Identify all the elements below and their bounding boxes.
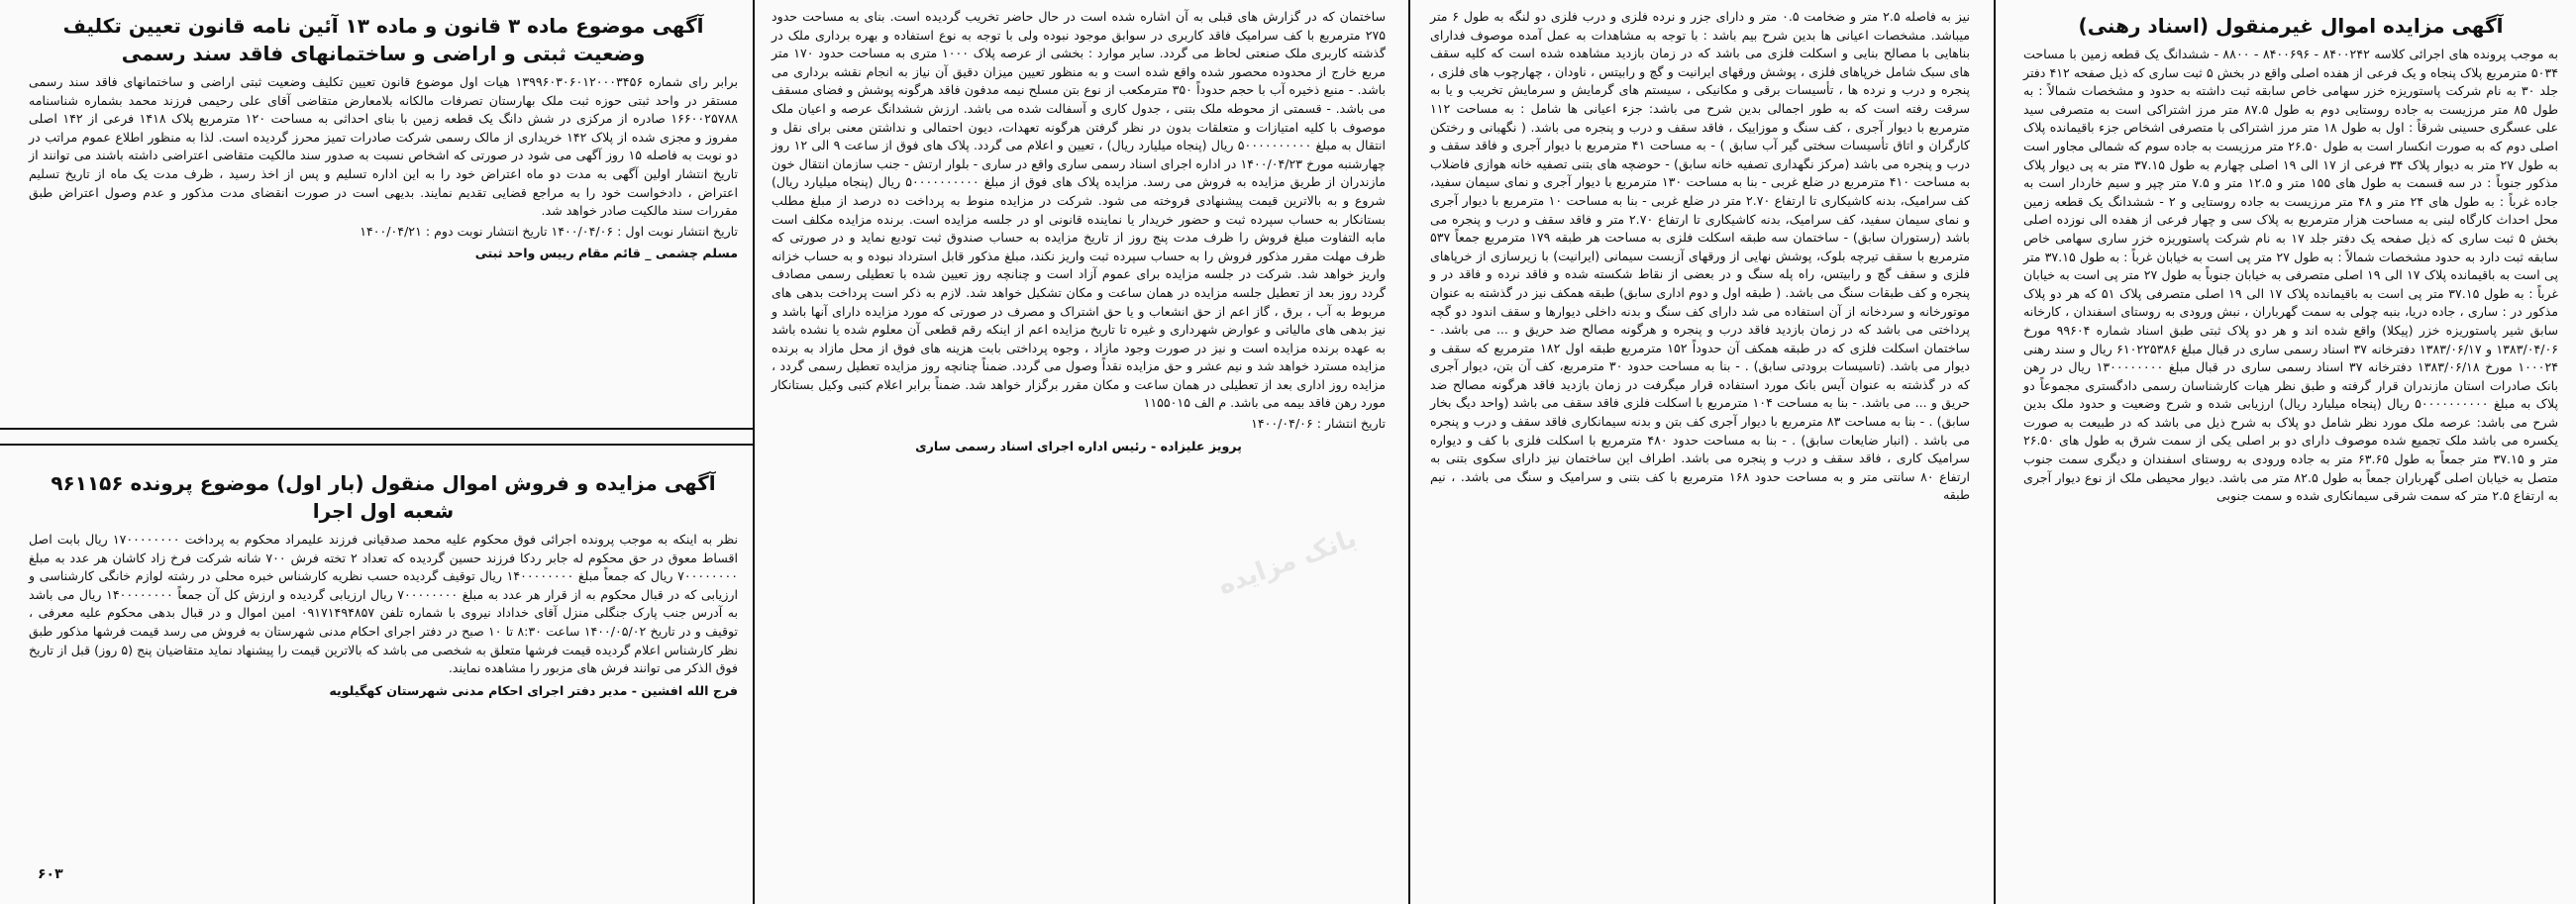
notice-body: ساختمان که در گزارش های قبلی به آن اشاره شده است در حال حاضر تخریب گردیده است. بنای به مساحت حدود ۲۷۵ مترمربع با کف سرامیک فاقد کاربری در سوابق موجود نبوده ولی با توجه به نوع استفاده و بهره برداری ملک در گذشته کاربری ملک صنعتی لحاظ می گردد. سایر موارد : بخشی از عرصه پلاک ۱۰۰۰ متری به مساحت حدود ۱۷۰ متر مربع خارج از محدوده محصور شده واقع شده است و به منظور تعیین میزان دقیق آن نیاز به انجام نقشه برداری می باشد. - منبع ذخیره آب با حجم حدوداً ۳۵۰ مترمکعب از نوع بتن مسلح نیمه مدفون فاقد هرگونه پوشش و فضای مسقف می باشد. - قسمتی از محوطه ملک بتنی ، جدول کاری و آسفالت شده می باشد. ارزش ششدانگ عرصه و اعیان ملک موصوف با کلیه امتیازات و متعلقات بدون در نظر گرفتن هرگونه تعهدات، دیون احتمالی و نداشتن معنی برای نقل و انتقال به مبلغ ۵۰۰۰۰۰۰۰۰۰۰ ریال (پنجاه میلیارد ریال) ، تعیین و اعلام می گردد. پلاک های فوق از ساعت ۹ الی ۱۲ روز چهارشنبه مورخ ۱۴۰۰/۰۴/۲۳ در اداره اجرای اسناد رسمی ساری واقع در ساری - بلوار ارتش - جنب سازمان انتقال خون مازندران از طریق مزایده به فروش می رسد. مزایده پلاک های فوق از مبلغ ۵۰۰۰۰۰۰۰۰۰۰ ریال (پنجاه میلیارد ریال) شروع و به بالاترین قیمت پیشنهادی فروخته می شود. شرکت در مزایده منوط به پرداخت ده درصد از مبلغ مطلب بستانکار به حساب سپرده ثبت و حضور خریدار یا نماینده قانونی او در جلسه مزایده است. برنده مزایده مکلف است مابه التفاوت مبلغ فروش را ظرف مدت پنج روز از تاریخ مزایده به حساب صندوق ثبت تودیع نماید و در صورتی که ظرف مهلت مقرر مذکور فروش را به حساب سپرده ثبت واریز نکند، مبلغ مذکور قابل استرداد نبوده و به حساب خزانه واریز خواهد شد. شرکت در جلسه مزایده برای عموم آزاد است و چنانچه روز تعیین شده با تعطیلی رسمی مصادف گردد روز بعد از تعطیل جلسه مزایده در همان ساعت و مکان تشکیل خواهد شد. لازم به ذکر است پرداخت بدهی های مربوط به آب ، برق ، گاز اعم از حق انشعاب و یا حق اشتراک و مصرف در صورتی که مورد مزایده دارای آنها باشد و نیز بدهی های مالیاتی و عوارض شهرداری و غیره تا تاریخ مزایده اعم از اینکه رقم قطعی آن معلوم شده یا نشده باشد به عهده برنده مزایده است و نیز در صورت وجود مازاد ، وجوه پرداختی بابت هزینه های فوق از محل مازاد به برنده مزایده مسترد خواهد شد و نیم عشر و حق مزایده نقداً وصول می گردد. ضمناً چنانچه روز مزایده تعطیل رسمی گردد ، مزایده روز اداری بعد از تعطیلی در همان ساعت و مکان مقرر برگزار خواهد شد. ضمناً برابر اعلام کتبی وکیل بستانکار مورد رهن فاقد بیمه می باشد. م الف ۱۱۵۵۰۱۵ [772,9,1387,411]
notices-left-column [19,8,748,890]
notice-registration [29,12,738,263]
notice-title: آگهی مزایده و فروش اموال منقول (بار اول) موضوع پرونده ۹۶۱۱۵۶ شعبه اول اجرا [51,471,716,523]
column-divider [1408,0,1410,904]
notice-body: نیز به فاصله ۲.۵ متر و ضخامت ۰.۵ متر و دارای جزر و نرده فلزی و درب فلزی دو لنگه به طول ۶ متر میباشد. مشخصات اعیانی ها بدین شرح بیم باشد : با توجه به مشاهدات به عمل آمده موصوف فدارای بناهایی با مصالح بنایی و اسکلت فلزی می باشد که در زمان بازدید مشاهده شده است که کلیه سقف های سبک شامل خرپاهای فلزی ، پوشش ورقهای ایرانیت و گچ و رابیتس ، ناودان ، چهارچوب های فلزی ، پنجره و درب و نرده ها ، تأسیسات برقی و مکانیکی ، سیستم های گرمایش و سرمایش تخریب و یا به سرقت رفته است که به طور اجمالی بدین شرح می باشد: جزء اعیانی ها شامل : به مساحت ۱۱۲ مترمربع با دیوار آجری ، کف سنگ و موزاییک ، فاقد سقف و درب و پنجره می باشد. ( نگهبانی و رختکن کارگران و اتاق تأسیسات سختی گیر آب سابق ) - به مساحت ۴۱ مترمربع با دیوار آجری و فاقد سقف و درب و پنجره می باشد (مرکز نگهداری تصفیه خانه سابق) - حوضچه های بتنی تصفیه خانه هوازی فاضلاب به مساحت ۴۱۰ مترمربع در ضلع غربی - بنا به مساحت ۱۳۰ مترمربع با دیوار آجری و نمای سیمان سفید، کف سرامیک، بدنه کاشیکاری تا ارتفاع ۲.۷۰ متر در ضلع غربی - بنا به مساحت ۱۰ مترمربع با دیوار آجری و نمای سیمان سفید، کف سرامیک، بدنه کاشیکاری تا ارتفاع ۲.۷۰ متر و فاقد سقف و درب و پنجره می باشد (رستوران سابق) - ساختمان سه طبقه اسکلت فلزی به مساحت هر طبقه ۱۷۹ مترمربع جمعاً ۵۳۷ مترمربع با سقف تیرچه بلوک، پوشش نهایی از ورقهای آزبست سیمانی (ایرانیت) با زیرسازی از خرپاهای فلزی و سقف گچ و رابیتس، راه پله سنگ و در بعضی از نقاط شکسته شده و فاقد نرده و فاقد در و پنجره و کف طبقات سنگ می باشد. ( طبقه اول و دوم اداری سابق) طبقه همکف نیز در گذشته به عنوان موتورخانه و سردخانه از آن استفاده می شد دارای کف سنگ و بدنه داخلی دیوارها و سقف اندود دو گچه پرداختی می باشد که در زمان بازدید فاقد درب و پنجره و هرگونه مصالح ضد حریق و ... می باشد. - ساختمان اسکلت فلزی که در طبقه همکف آن حدوداً ۱۵۲ مترمربع طبقه اول ۱۸۲ مترمربع که سقف و دیوار می باشد. (تاسیسات برودتی سابق) . - بنا به مساحت حدود ۳۰ مترمربع، کف آن بتن، دیوار آجری که در گذشته به عنوان آیس بانک مورد استفاده قرار میگرفت در زمان بازدید فاقد هرگونه مصالح ضد حریق و ... می باشد. - بنا به مساحت ۱۰۴ مترمربع با اسکلت فلزی فاقد سقف می باشد (واحد دیگ بخار سابق) . - بنا به مساحت ۸۳ مترمربع با دیوار آجری کف بتن و بدنه سیمانکاری فاقد سقف و درب و پنجره می باشد . (انبار ضایعات سابق) . - بنا به مساحت حدود ۴۸۰ مترمربع با اسکلت فلزی با کف و دیواره سرامیک کاری ، فاقد سقف و درب و پنجره می باشد. اطراف این ساختمان نیز دارای سکوی بتنی به ارتفاع ۸۰ سانتی متر و به مساحت حدود ۱۶۸ مترمربع با کف بتنی و سرامیک و سنگ می باشد. ، نیم طبقه [1430,9,1971,503]
notice-mortgage-auction [2013,8,2568,890]
watermark-stamp: بانک مزایده [1214,523,1361,602]
notice-continuation-1 [1420,8,1980,890]
notice-body: به موجب پرونده های اجرائی کلاسه ۸۴۰۰۲۴۲ - ۸۴۰۰۶۹۶ - ۸۸۰۰ - ششدانگ یک قطعه زمین با مساحت ۵۰۳۴ مترمربع پلاک پنجاه و یک فرعی از هفده اصلی واقع در بخش ۵ ثبت ساری که ذیل صفحه ۴۱۲ دفتر جلد ۳۰ به نام شرکت پاستوریزه خزر سهامی خاص سابقه ثبت داشته به حدود و مشخصات شمالاً : به طول ۸۵ متر مرزیست به جاده روستایی دوم به طول ۸۷.۵ متر مرز اشتراکی است به متصرفی سید علی عسگری حسینی شرقاً : اول به طول ۱۸ متر مرز اشتراکی با متصرفی اشخاص جزء باقیمانده پلاک اصلی دوم که به صورت انکسار است به طول ۲۶.۵۰ متر مرزیست به جاده سوم که شمالی مجاور است به طول ۲۷ متر به دیوار پلاک ۳۴ فرعی از ۱۷ الی ۱۹ اصلی چهارم به طول ۳۷.۱۵ متر به پی دیوار پلاک مذکور جنوباً : در سه قسمت به طول های ۱۵۵ متر و ۱۲.۵ متر و ۷.۵ متر چپر و سیم خاردار است به جاده غرباً : به طول های ۲۴ متر و ۴۸ متر مرزیست به جاده روستایی و ۲ - ششدانگ یک قطعه زمین محل احداث کارگاه لبنی به مساحت هزار مترمربع به پلاک سی و چهار فرعی از هفده الی نوزده اصلی بخش ۵ ثبت ساری که ذیل صفحه یک دفتر جلد ۱۷ به نام شرکت پاستوریزه خزر ساری سهامی خاص سابقه ثبت دارد به حدود مشخصات شمالاً : به طول ۲۷ متر پی است به خیابان غرباً : به طول ۳۷.۱۵ متر پی است به باقیمانده پلاک ۱۷ الی ۱۹ اصلی متصرفی به خیابان جنوباً به طول ۲۷ متر پی است به خیابان غرباً : به طول ۳۷.۱۵ متر پی است به باقیمانده پلاک ۱۷ الی ۱۹ اصلی متصرفی پلاک ۵۱ که هر دو پلاک مذکور در : ساری ، جاده دریا، بنبه چولی به سمت گهرباران ، نبش ورودی به روستای اسفندان ، کارخانه سابق شیر پاستوریزه خزر (پیکلا) واقع شده اند و هر دو پلاک ثبتی طبق اسناد شماره ۹۹۶۰۴ مورخ ۱۳۸۳/۰۴/۰۶ و ۱۳۸۳/۰۶/۱۷ دفترخانه ۳۷ اسناد رسمی ساری در قبال مبلغ ۶۱۰۲۲۵۳۸۶ ریال و سند رهنی ۱۰۰۰۲۴ مورخ ۱۳۸۳/۰۶/۱۸ دفترخانه ۳۷ اسناد رسمی ساری در قبال مبلغ ۱۳۰۰۰۰۰۰۰۰ ریال در رهن بانک صادرات استان مازندران قرار گرفته و طبق نظر هیات کارشناسان رسمی دادگستری مجموعاً دو پلاک به مبلغ ۵۰۰۰۰۰۰۰۰۰۰ ریال (پنجاه میلیارد ریال) ارزیابی شده و شرح وضعیت و حدود ملک بدین شرح می باشد: عرصه ملک مورد نظر شامل دو پلاک به شرح ذیل می باشد که در طبیعت به صورت یکسره می باشد ملک تجمیع شده موصوف دارای دو بر اصلی یکی از سمت شرق به طول های ۲۶.۵۰ متر و ۳۷.۱۵ متر جمعاً به طول ۶۳.۶۵ متر به جاده ورودی به روستای اسفندان و دیگری سمت جنوب متصل به خیابان اصلی گهرباران جمعاً به طول ۸۲.۵ متر می باشد. دیوار محیطی ملک از نوع دیوار آجری به ارتفاع ۲.۵ متر که سمت شرقی سیمانکاری شده و سمت جنوبی [2023,47,2559,504]
notice-title: آگهی مزایده اموال غیرمنقول (اسناد رهنی) [2078,14,2504,38]
notice-body: نظر به اینکه به موجب پرونده اجرائی فوق محکوم علیه محمد صدقیانی فرزند علیمراد محکوم به پرداخت ۱۷۰۰۰۰۰۰۰۰ ریال بابت اصل اقساط معوق در حق محکوم له جابر ردکا فرزند حسین گردیده که تعداد ۲ تخته فرش ۷۰۰ شانه شرکت فرخ زاد کاشان هر عدد به مبلغ ۷۰۰۰۰۰۰۰۰ ریال که جمعاً مبلغ ۱۴۰۰۰۰۰۰۰۰ ریال توقیف گردیده حسب نظریه کارشناس خبره محلی در رشته لوازم خانگی کارشناسی و ارزیابی که در قبال محکوم به از قرار هر عدد به مبلغ ۷۰۰۰۰۰۰۰۰ ریال ارزیابی گردیده و ارزش کل آن جمعاً ۱۴۰۰۰۰۰۰۰۰ ریال می باشد به آدرس جنب پارک جنگلی منزل آقای خداداد نیروی با شماره تلفن ۰۹۱۷۱۴۹۴۸۵۷ امین اموال و در قبال بدهی محکوم علیه معرفی ، توقیف و در تاریخ ۱۴۰۰/۰۵/۰۲ ساعت ۸:۳۰ تا ۱۰ صبح در دفتر اجرای احکام مدنی شهرستان به فروش می رسد قیمت فرشها مذکور طبق نظر کارشناس اعلام گردیده قیمت فرشها متعلق به شخصی می باشد که بالاترین قیمت را پیشنهاد نماید متقاضیان پنج (۵ روز) قبل از تاریخ فوق الذکر می توانند فرش های مزبور را مشاهده نمایند. [29,532,738,676]
signature: فرج الله افشین - مدیر دفتر اجرای احکام مدنی شهرستان کهگیلویه [329,682,738,698]
column-divider [753,0,755,904]
publish-date: تاریخ انتشار : ۱۴۰۰/۰۴/۰۶ [1251,416,1386,432]
notice-movable-auction [19,465,748,700]
notice-continuation-2 [762,8,1395,890]
publish-dates: تاریخ انتشار نوبت اول : ۱۴۰۰/۰۴/۰۶ تاریخ انتشار نوبت دوم : ۱۴۰۰/۰۴/۲۱ [360,223,738,239]
signature: مسلم چشمی _ قائم مقام رییس واحد ثبتی [474,246,738,261]
signature: پرویز علیزاده - رئیس اداره اجرای اسناد رسمی ساری [915,438,1242,453]
notice-title: آگهی موضوع ماده ۳ قانون و ماده ۱۳ آئین نامه قانون تعیین تکلیف وضعیت ثبتی و اراضی و ساختمانهای فاقد سند رسمی [62,14,704,65]
page-number: ۶۰۳ [38,866,63,882]
notice-body: برابر رای شماره ۱۳۹۹۶۰۳۰۶۰۱۲۰۰۰۳۴۵۶ هیات اول موضوع قانون تعیین تکلیف وضعیت ثبتی اراضی و ساختمانهای فاقد سند رسمی مستقر در واحد ثبتی حوزه ثبت ملک بهارستان تصرفات مالکانه بلامعارض متقاضی آقای علی رحیمی فرزند محمد بشماره شناسنامه ۱۶۶۰۰۲۵۷۸۸ صادره از مرکزی در شش دانگ یک قطعه زمین با بنای احداثی به مساحت ۱۲۰ مترمربع پلاک ۱۴۱۸ فرعی از ۱۴۲ اصلی مفروز و مجزی شده از پلاک ۱۴۲ خریداری از مالک رسمی شرکت صادرات تمیز محرز گردیده است. لذا به منظور اطلاع عموم مراتب در دو نوبت به فاصله ۱۵ روز آگهی می شود در صورتی که اشخاص نسبت به صدور سند مالکیت متقاضی اعتراضی داشته باشند می توانند از تاریخ انتشار اولین آگهی به مدت دو ماه اعتراض خود را به این اداره تسلیم و پس از اخذ رسید ، ظرف مدت یک ماه از تاریخ تسلیم اعتراض ، دادخواست خود را به مراجع قضایی تقدیم نمایند. بدیهی است در صورت انقضای مدت مذکور و عدم وصول اعتراض طبق مقررات سند مالکیت صادر خواهد شد. [29,74,739,219]
column-divider [1994,0,1996,904]
